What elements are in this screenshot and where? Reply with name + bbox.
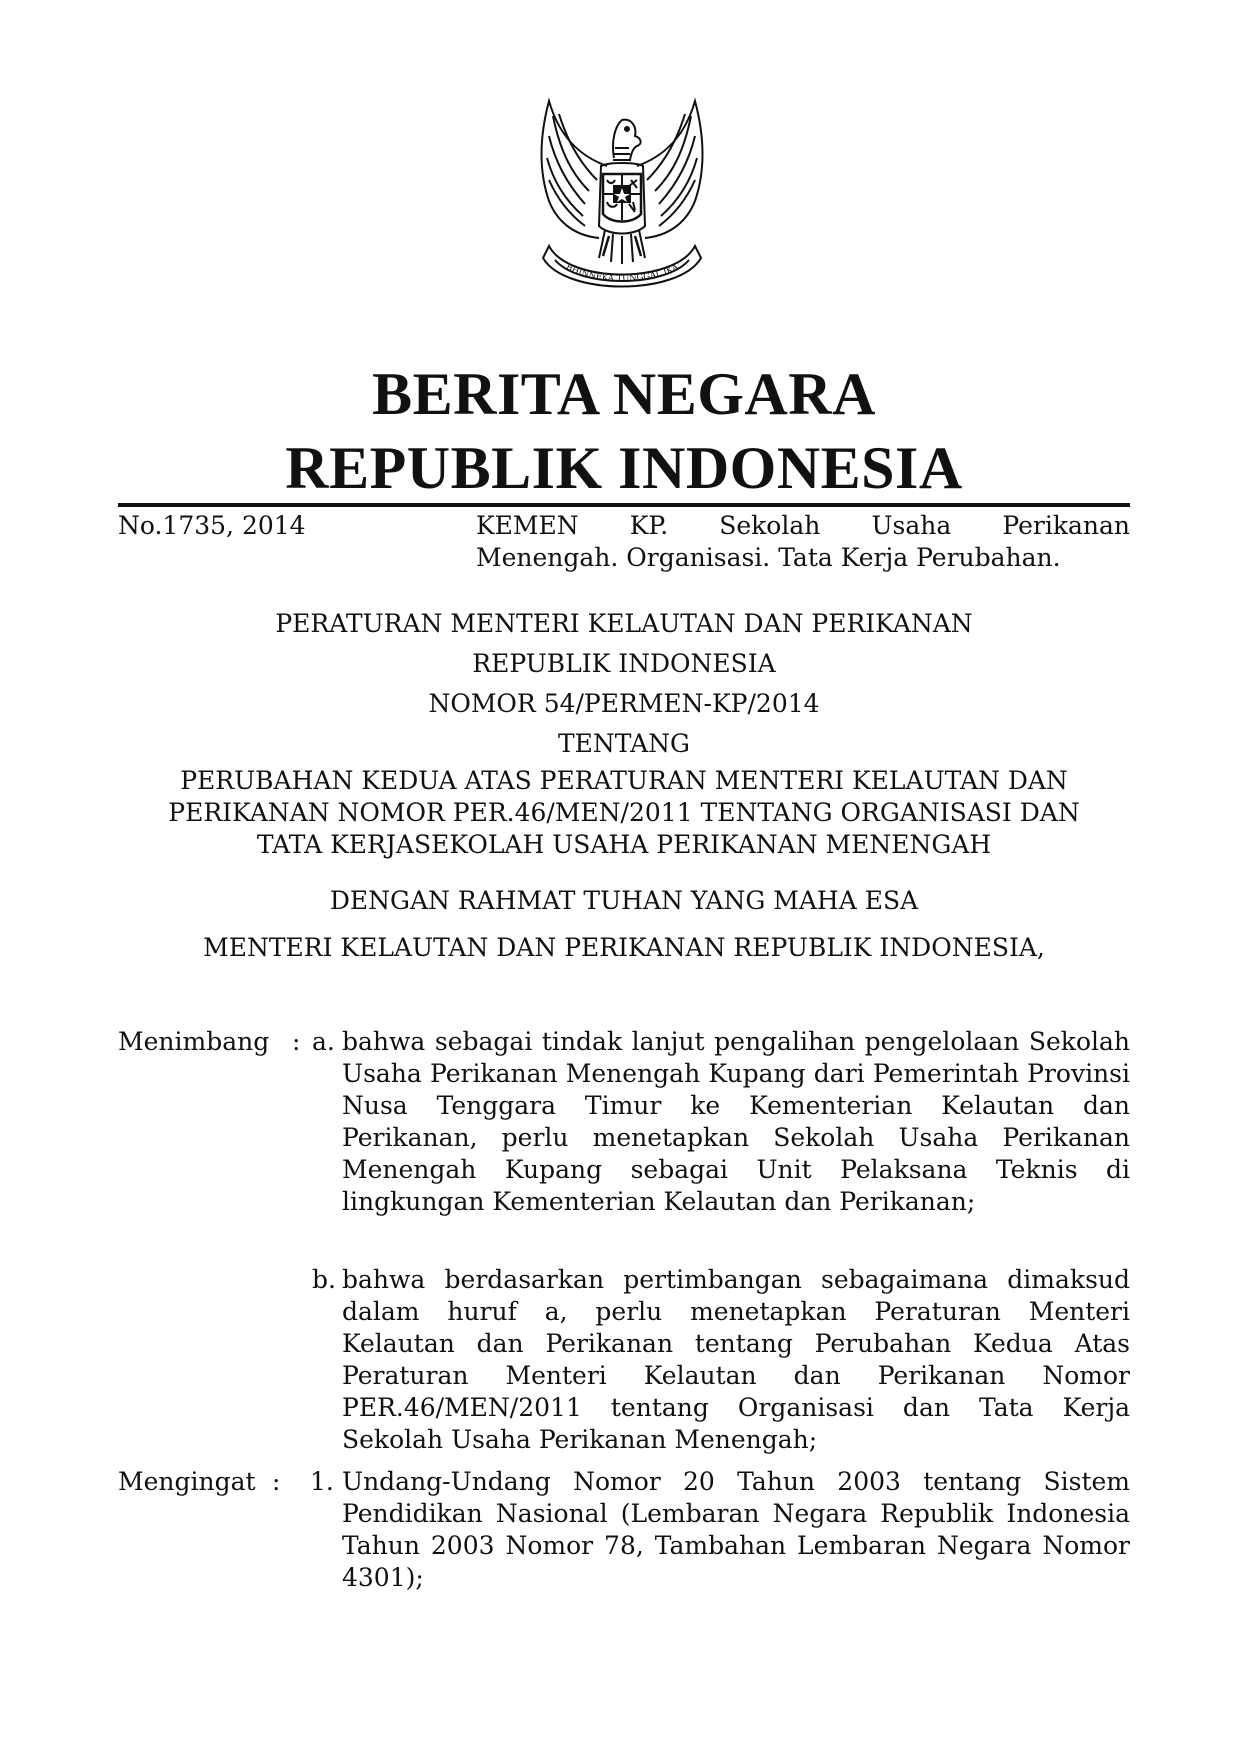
regulation-title-line3: TATA KERJASEKOLAH USAHA PERIKANAN MENENGAH — [256, 830, 992, 859]
gazette-topic — [476, 510, 1130, 574]
mengingat-label: Mengingat — [118, 1467, 256, 1496]
regulation-number: NOMOR 54/PERMEN-KP/2014 — [428, 689, 820, 718]
menimbang-item-b: bahwa berdasarkan pertimbangan sebagaimana dimaksud dalam huruf a, perlu menetapkan Peraturan Menteri Kelautan dan Perikanan tentang Perubahan Kedua Atas Peraturan Menteri Kelautan dan Perikanan Nomor PER.46/MEN/2011 tentang Organisasi dan Tata Kerja Sekolah Usaha Perikanan Menengah; — [342, 1265, 1130, 1454]
menimbang-marker-a: a. — [312, 1027, 335, 1056]
mengingat-marker-1: 1. — [310, 1467, 334, 1496]
menimbang-marker-b: b. — [312, 1265, 336, 1294]
regulation-title-line2: PERIKANAN NOMOR PER.46/MEN/2011 TENTANG ORGANISASI DAN — [168, 798, 1080, 827]
menimbang-label: Menimbang — [118, 1027, 270, 1056]
gazette-number: No.1735, 2014 — [118, 511, 306, 540]
mengingat-colon: : — [272, 1467, 281, 1496]
svg-text:BHINNEKA TUNGGAL IKA: BHINNEKA TUNGGAL IKA — [564, 262, 680, 285]
regulation-title-line1: PERUBAHAN KEDUA ATAS PERATURAN MENTERI KELAUTAN DAN — [180, 766, 1068, 795]
invocation: DENGAN RAHMAT TUHAN YANG MAHA ESA — [329, 886, 919, 915]
masthead-title-line1: BERITA NEGARA — [372, 361, 876, 427]
gazette-topic-line1: KEMEN KP. Sekolah Usaha Perikanan — [476, 511, 1130, 540]
masthead-divider — [118, 503, 1130, 507]
menimbang-colon: : — [292, 1027, 301, 1056]
regulation-heading-line1: PERATURAN MENTERI KELAUTAN DAN PERIKANAN — [275, 609, 973, 638]
regulation-heading-line2: REPUBLIK INDONESIA — [472, 649, 776, 678]
mengingat-item-1: Undang-Undang Nomor 20 Tahun 2003 tentang Sistem Pendidikan Nasional (Lembaran Negara Republik Indonesia Tahun 2003 Nomor 78, Tambahan Lembaran Negara Nomor 4301); — [342, 1467, 1130, 1592]
masthead-title-line2: REPUBLIK INDONESIA — [285, 435, 963, 501]
menimbang-item-a: bahwa sebagai tindak lanjut pengalihan pengelolaan Sekolah Usaha Perikanan Menengah Kupang dari Pemerintah Provinsi Nusa Tenggara Timur ke Kementerian Kelautan dan Perikanan, perlu menetapkan Sekolah Usaha Perikanan Menengah Kupang sebagai Unit Pelaksana Teknis di lingkungan Kementerian Kelautan dan Perikanan; — [342, 1027, 1130, 1216]
regulation-tentang: TENTANG — [557, 729, 690, 758]
gazette-topic-line2: Menengah. Organisasi. Tata Kerja Perubahan. — [476, 543, 1061, 572]
garuda-emblem — [519, 96, 725, 296]
issuer: MENTERI KELAUTAN DAN PERIKANAN REPUBLIK INDONESIA, — [203, 933, 1045, 962]
